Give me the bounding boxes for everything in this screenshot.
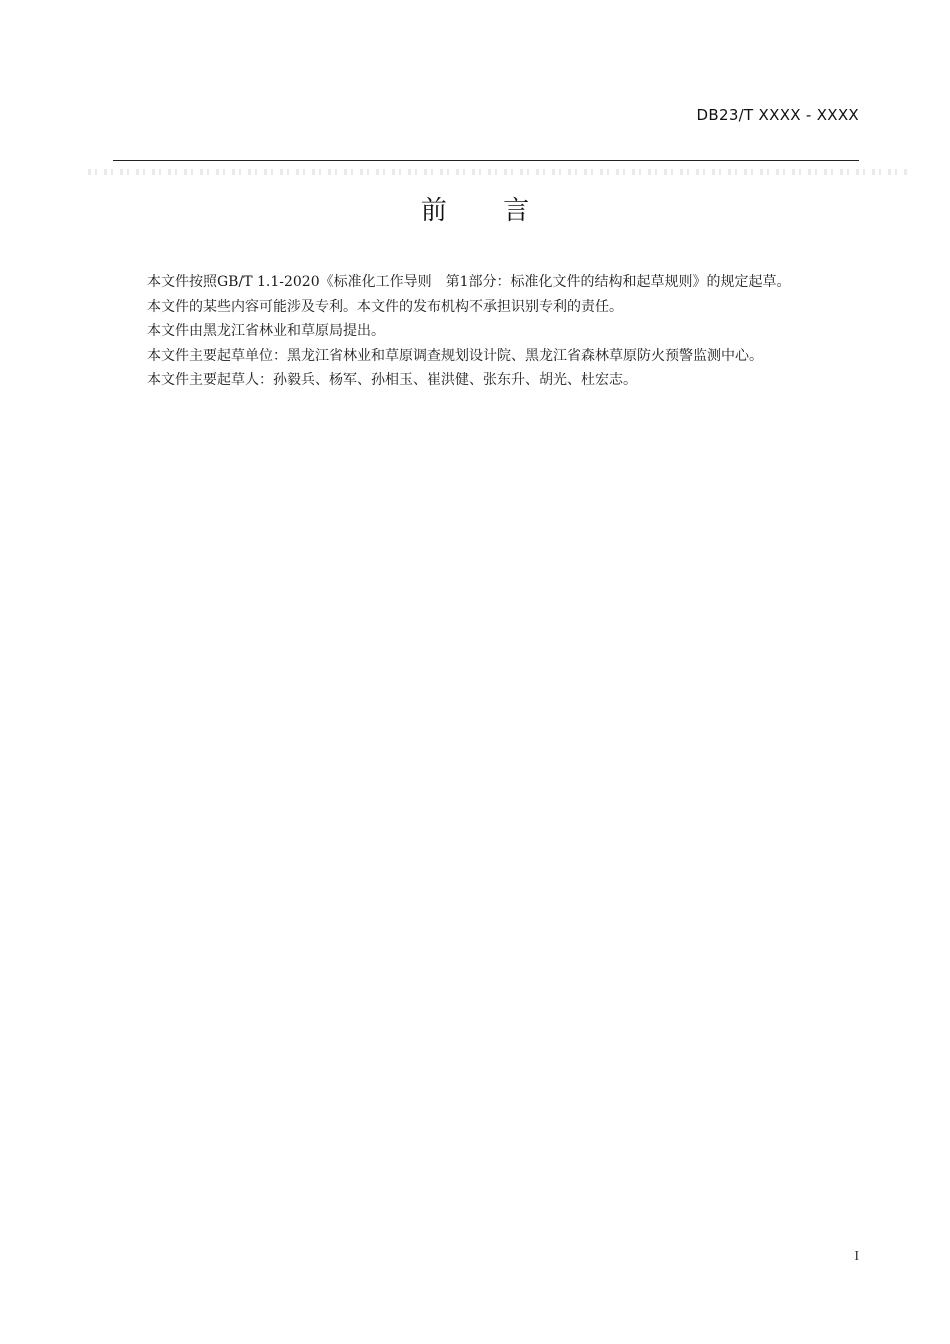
section-title: 前 言 bbox=[420, 196, 554, 226]
paragraph-drafters: 本文件主要起草人：孙毅兵、杨军、孙相玉、崔洪健、张东升、胡光、杜宏志。 bbox=[147, 372, 637, 388]
paragraph-patent-notice: 本文件的某些内容可能涉及专利。本文件的发布机构不承担识别专利的责任。 bbox=[147, 298, 623, 315]
header-divider bbox=[113, 160, 859, 161]
paragraph-drafting-basis: 本文件按照GB/T 1.1-2020《标准化工作导则 第1部分：标准化文件的结构和起草规则》的规定起草。 bbox=[147, 274, 791, 290]
page-number: I bbox=[854, 1249, 859, 1264]
standard-code: DB23/T XXXX - XXXX bbox=[696, 106, 859, 124]
paragraph-proposer: 本文件由黑龙江省林业和草原局提出。 bbox=[147, 323, 385, 339]
faint-bleed-through-band bbox=[88, 169, 910, 175]
foreword-body bbox=[113, 270, 859, 393]
paragraph-drafting-units: 本文件主要起草单位：黑龙江省林业和草原调查规划设计院、黑龙江省森林草原防火预警监测中心。 bbox=[147, 347, 763, 364]
